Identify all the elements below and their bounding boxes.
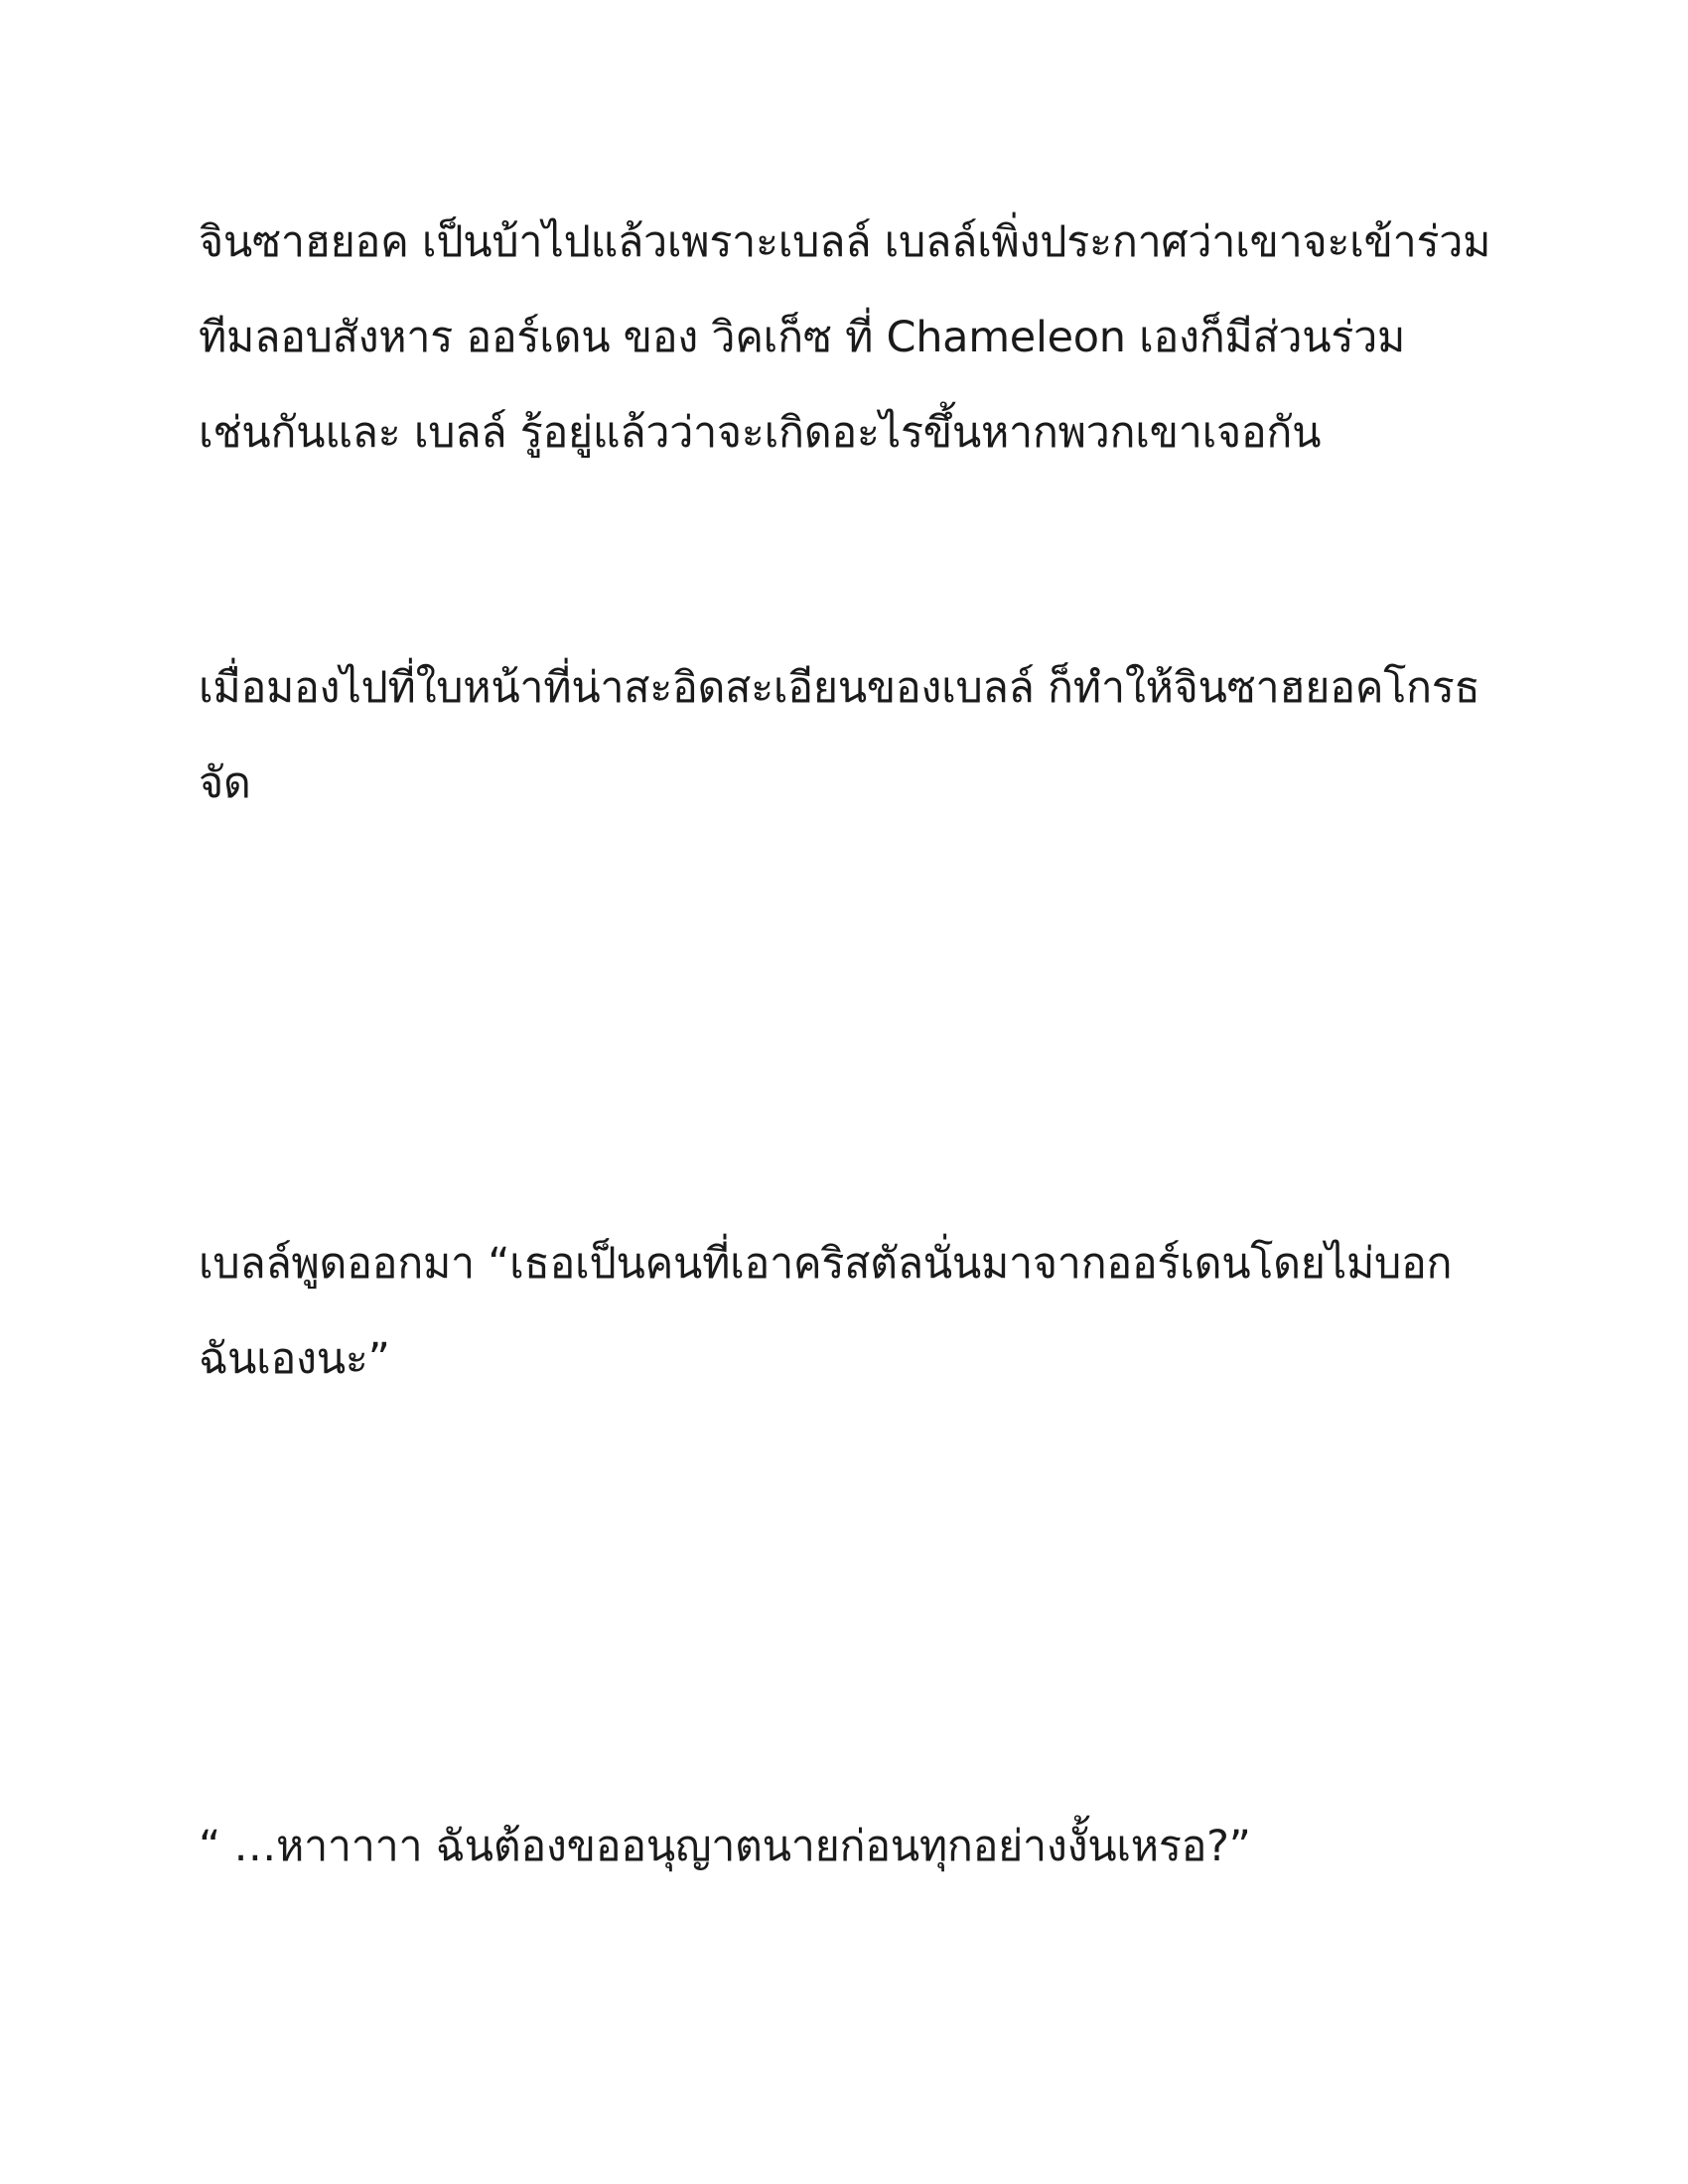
text-line: ทีมลอบสังหาร ออร์เดน ของ วิคเก็ซ ที่ Chameleon เองก็มีส่วนร่วม [199, 313, 1406, 362]
paragraph-3 [199, 1216, 1509, 1407]
text-line: จินซาฮยอค เป็นบ้าไปแล้วเพราะเบลล์ เบลล์เพิ่งประกาศว่าเขาจะเข้าร่วม [199, 217, 1491, 267]
paragraph-1 [199, 195, 1509, 480]
text-line: ฉันเองนะ” [199, 1334, 390, 1384]
paragraph-4 [199, 1799, 1509, 1894]
text-line: “ …หาาาาา ฉันต้องขออนุญาตนายก่อนทุกอย่างงั้นเหรอ?” [199, 1822, 1251, 1871]
paragraph-2 [199, 640, 1509, 831]
text-line: เบลล์พูดออกมา “เธอเป็นคนที่เอาคริสตัลนั่นมาจากออร์เดนโดยไม่บอก [199, 1239, 1453, 1289]
text-line: เช่นกันและ เบลล์ รู้อยู่แล้วว่าจะเกิดอะไรขึ้นหากพวกเขาเจอกัน [199, 408, 1322, 458]
text-line: เมื่อมองไปที่ใบหน้าที่น่าสะอิดสะเอียนของเบลล์ ก็ทำให้จินซาฮยอคโกรธ [199, 663, 1480, 713]
text-line: จัด [199, 758, 251, 808]
